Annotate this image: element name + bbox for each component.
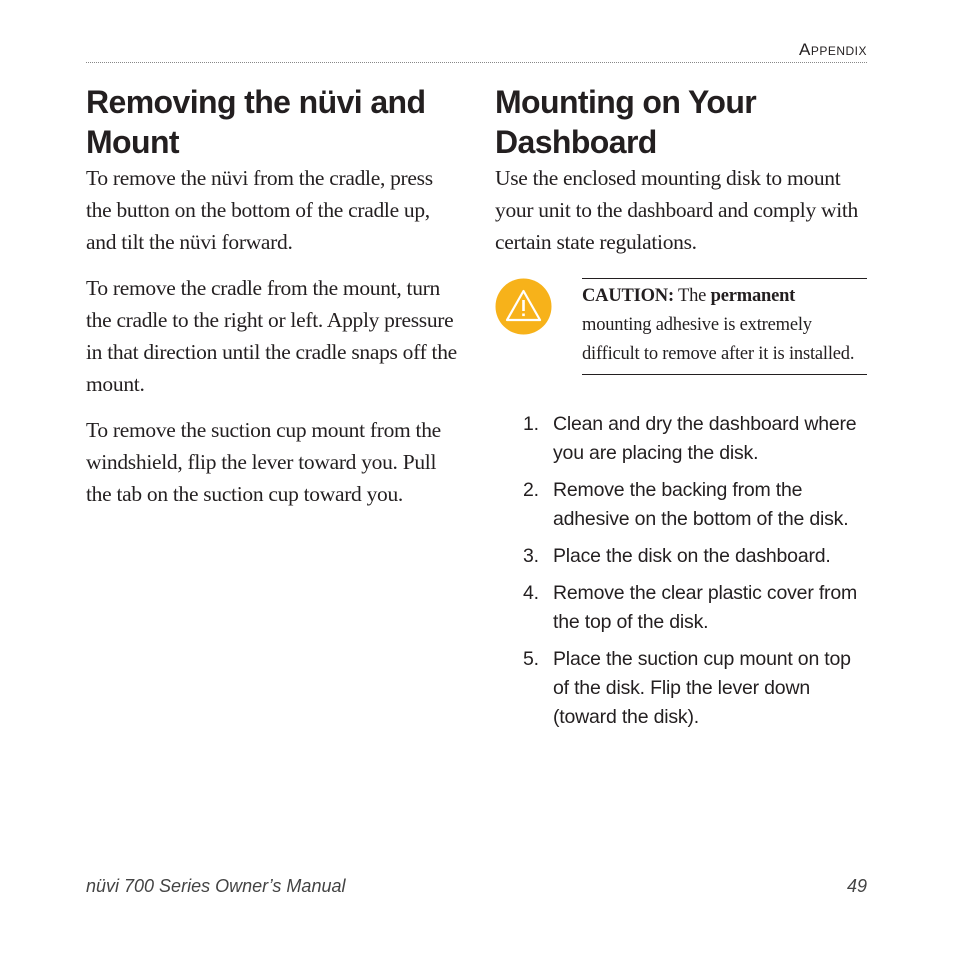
list-item [495, 645, 867, 732]
paragraph-remove-suction-cup: To remove the suction cup mount from the windshield, flip the lever toward you. Pull the tab on the suction cup toward you. [86, 418, 441, 506]
mounting-steps [495, 410, 867, 732]
list-item [495, 410, 867, 468]
caution-label: CAUTION: [582, 286, 674, 306]
footer-page-number: 49 [846, 876, 867, 896]
running-header [86, 40, 867, 63]
caution-emphasis: permanent [710, 286, 796, 306]
paragraph-remove-nuvi: To remove the nüvi from the cradle, press the button on the bottom of the cradle up, and tilt the nüvi forward. [86, 166, 433, 254]
removing-heading: Removing the nüvi and Mount [86, 84, 426, 160]
step-text: Place the disk on the dashboard. [553, 545, 831, 567]
caution-text-box [582, 278, 867, 375]
left-column [86, 82, 458, 524]
section-initial: A [798, 40, 811, 59]
step-text: Clean and dry the dashboard where you are placing the disk. [553, 413, 857, 464]
list-item [495, 579, 867, 637]
warning-icon [495, 278, 552, 335]
footer-manual-title: nüvi 700 Series Owner’s Manual [86, 876, 346, 896]
right-column [495, 82, 867, 740]
step-number: 5. [523, 648, 539, 670]
mounting-intro: Use the enclosed mounting disk to mount your unit to the dashboard and comply with certain state regulations. [495, 166, 858, 254]
caution-note [495, 278, 867, 398]
step-number: 2. [523, 479, 539, 501]
list-item [495, 476, 867, 534]
step-number: 4. [523, 582, 539, 604]
step-text: Place the suction cup mount on top of the disk. Flip the lever down (toward the disk). [553, 648, 851, 728]
list-item [495, 542, 867, 571]
step-number: 1. [523, 413, 539, 435]
paragraph-remove-cradle: To remove the cradle from the mount, turn the cradle to the right or left. Apply pressure in that direction until the cradle snaps off the mount. [86, 276, 457, 396]
mounting-heading: Mounting on Your Dashboard [495, 84, 757, 160]
section-title-rest: ppendix [810, 40, 867, 59]
step-text: Remove the clear plastic cover from the top of the disk. [553, 582, 858, 633]
step-text: Remove the backing from the adhesive on the bottom of the disk. [553, 479, 849, 530]
step-number: 3. [523, 545, 539, 567]
caution-text-before: The [673, 286, 711, 306]
caution-text-after: mounting adhesive is extremely difficult to remove after it is installed. [582, 315, 855, 364]
